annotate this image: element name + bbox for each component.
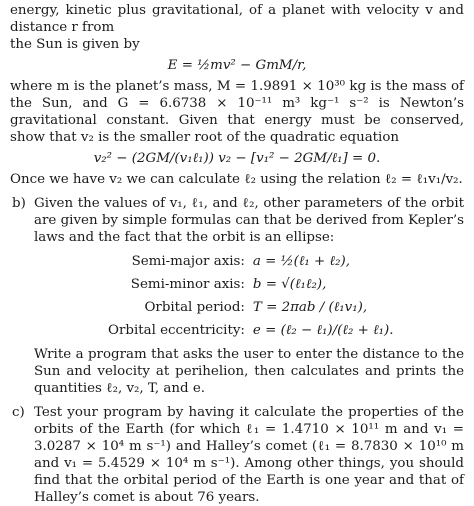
formula-label: Orbital eccentricity:: [108, 323, 245, 338]
formula-expression: b = √(ℓ₁ℓ₂),: [252, 277, 327, 292]
part-c-text: Test your program by having it calculate the properties of the orbits of the Earth (for which ℓ₁ = 1.4710 × 10¹¹ m and v₁ = 3.0287 × 10⁴ m s⁻¹) and Halley’s comet (ℓ₁ = 8.7830 × 10¹⁰ m and v₁ = 5.4529 × 10⁴ m s⁻¹). Among other things, you should find that the orbital period of the Earth is one year and that of Halley’s comet is about 76 years.: [34, 405, 464, 505]
once-paragraph: Once we have v₂ we can calculate ℓ₂ using the relation ℓ₂ = ℓ₁v₁/v₂.: [10, 172, 463, 187]
orbit-formula-table: [104, 250, 398, 342]
formula-label: Orbital period:: [144, 300, 245, 315]
formula-row: [104, 273, 398, 296]
part-c: [10, 404, 464, 506]
quadratic-equation: [10, 150, 464, 167]
quadratic-equation-text: v₂² − (2GM/(v₁ℓ₁)) v₂ − [v₁² − 2GM/ℓ₁] = 0.: [93, 151, 381, 166]
formula-expression: T = 2πab / (ℓ₁v₁),: [252, 300, 368, 315]
part-c-label: c): [12, 405, 25, 420]
part-b-after-text: Write a program that asks the user to enter the distance to the Sun and velocity at perihelion, then calculates and prints the quantities ℓ₂, v₂, T, and e.: [34, 347, 464, 396]
energy-equation-text: E = ½mv² − GmM/r,: [167, 58, 307, 73]
energy-equation: [10, 57, 464, 74]
part-b: [10, 195, 464, 397]
formula-label: Semi-major axis:: [131, 254, 245, 269]
intro-line-2: the Sun is given by: [10, 37, 140, 52]
formula-label: Semi-minor axis:: [130, 277, 245, 292]
intro-line-1: energy, kinetic plus gravitational, of a planet with velocity v and distance r from: [10, 3, 464, 35]
formula-row: [104, 250, 398, 273]
formula-expression: a = ½(ℓ₁ + ℓ₂),: [252, 254, 350, 269]
formula-expression: e = (ℓ₂ − ℓ₁)/(ℓ₂ + ℓ₁).: [252, 323, 394, 338]
formula-row: [104, 296, 398, 319]
part-b-label: b): [12, 196, 26, 211]
intro-paragraph: [10, 2, 464, 53]
part-b-text: Given the values of v₁, ℓ₁, and ℓ₂, other parameters of the orbit are given by simple formulas can that be derived from Kepler’s laws and the fact that the orbit is an ellipse:: [34, 196, 464, 245]
formula-row: [104, 319, 398, 342]
where-paragraph: where m is the planet’s mass, M = 1.9891 × 10³⁰ kg is the mass of the Sun, and G = 6.6738 × 10⁻¹¹ m³ kg⁻¹ s⁻² is Newton’s gravitational constant. Given that energy must be conserved, show that v₂ is the smaller root of the quadratic equation: [10, 79, 464, 145]
